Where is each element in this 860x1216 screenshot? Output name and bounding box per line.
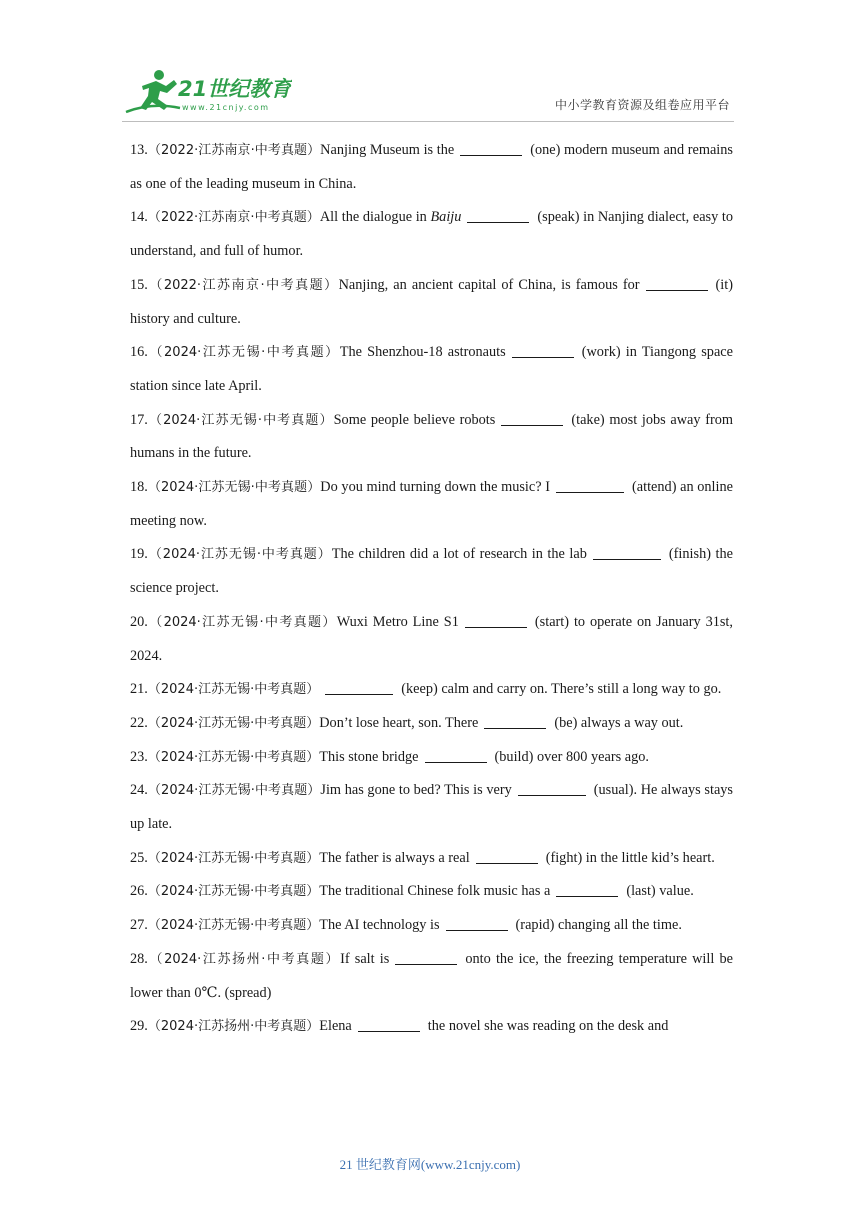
question-source: （2022·江苏南京·中考真题） <box>147 143 321 158</box>
question-item <box>130 707 733 741</box>
question-number: 19. <box>130 546 148 563</box>
question-source: （2024·江苏无锡·中考真题） <box>147 412 334 428</box>
question-item <box>130 741 733 775</box>
answer-blank[interactable] <box>460 141 522 156</box>
answer-blank[interactable] <box>476 849 538 864</box>
question-text-after: (build) over 800 years ago. <box>494 748 649 765</box>
answer-blank[interactable] <box>325 680 393 695</box>
question-text-after: (one) modern museum and remains as one of the leading museum in China. <box>130 142 733 192</box>
question-text-after: (work) in Tiangong space station since late April. <box>130 344 733 394</box>
answer-blank[interactable] <box>446 916 508 931</box>
question-text-after: onto the ice, the freezing temperature will be lower than 0℃. (spread) <box>130 950 734 1001</box>
question-item <box>130 774 733 841</box>
question-source: （2022·江苏南京·中考真题） <box>147 277 339 293</box>
question-text-before: The father is always a real <box>319 849 470 866</box>
question-source: （2024·江苏无锡·中考真题） <box>147 345 340 361</box>
question-source: （2022·江苏南京·中考真题） <box>147 210 320 226</box>
question-number: 15. <box>130 276 148 293</box>
question-text-after: (start) to operate on January 31st, 2024. <box>130 613 733 664</box>
answer-blank[interactable] <box>593 545 661 560</box>
question-text-before: Nanjing Museum is the <box>320 142 455 158</box>
question-source: （2024·江苏无锡·中考真题） <box>147 715 320 731</box>
question-text-after: the novel she was reading on the desk and <box>427 1018 669 1035</box>
question-source: （2024·江苏无锡·中考真题） <box>147 682 320 698</box>
question-item <box>130 875 733 909</box>
question-text-after: (keep) calm and carry on. There’s still a long way to go. <box>401 681 722 698</box>
question-number: 24. <box>130 782 148 799</box>
site-name: 中小学教育资源及组卷应用平台 <box>554 98 730 112</box>
question-item <box>130 269 733 336</box>
answer-blank[interactable] <box>484 714 546 729</box>
question-number: 22. <box>130 714 148 731</box>
question-number: 27. <box>130 917 148 934</box>
question-text-before: Do you mind turning down the music? I <box>320 479 550 496</box>
runner-logo-icon <box>122 66 292 116</box>
question-source: （2024·江苏扬州·中考真题） <box>147 951 341 967</box>
question-number: 16. <box>130 344 148 361</box>
question-text-after: (take) most jobs away from humans in the future. <box>130 411 733 462</box>
question-item <box>130 673 733 707</box>
question-number: 18. <box>130 479 148 496</box>
question-text-before: The traditional Chinese folk music has a <box>319 883 551 900</box>
question-number: 21. <box>130 681 148 698</box>
question-text-before: All the dialogue in <box>319 209 431 226</box>
answer-blank[interactable] <box>646 276 708 291</box>
question-item <box>130 606 733 673</box>
question-number: 20. <box>130 613 148 630</box>
question-text-before: The AI technology is <box>319 917 440 934</box>
question-item <box>130 404 733 471</box>
answer-blank[interactable] <box>465 613 527 628</box>
question-text-after: (be) always a way out. <box>554 714 684 731</box>
question-item <box>130 471 733 538</box>
question-item <box>130 336 733 403</box>
question-italic-term: Baiju <box>430 209 462 226</box>
question-number: 17. <box>130 411 148 428</box>
question-source: （2024·江苏无锡·中考真题） <box>147 850 320 866</box>
question-source: （2024·江苏无锡·中考真题） <box>147 918 320 934</box>
question-source: （2024·江苏无锡·中考真题） <box>147 480 321 496</box>
question-source: （2024·江苏扬州·中考真题） <box>147 1019 320 1035</box>
question-text-after: (rapid) changing all the time. <box>515 917 682 934</box>
header-divider <box>122 121 734 122</box>
question-text-after: (it) history and culture. <box>130 276 734 327</box>
question-text-after: (finish) the science project. <box>130 546 733 597</box>
question-text-before: This stone bridge <box>319 748 419 765</box>
question-text-after: (last) value. <box>626 883 694 900</box>
question-item <box>130 909 733 943</box>
question-text-before: The Shenzhou-18 astronauts <box>339 344 506 361</box>
question-source: （2024·江苏无锡·中考真题） <box>147 884 320 900</box>
answer-blank[interactable] <box>512 343 574 358</box>
svg-text:www.21cnjy.com: www.21cnjy.com <box>182 103 270 112</box>
question-number: 26. <box>130 883 148 900</box>
answer-blank[interactable] <box>467 208 529 223</box>
question-text-before: If salt is <box>340 950 390 967</box>
answer-blank[interactable] <box>395 950 457 965</box>
question-text-before: Elena <box>319 1018 352 1035</box>
question-text-before: Nanjing, an ancient capital of China, is famous for <box>338 276 640 293</box>
svg-text:21世纪教育: 21世纪教育 <box>178 77 292 101</box>
answer-blank[interactable] <box>358 1017 420 1032</box>
page-footer[interactable]: 21 世纪教育网(www.21cnjy.com) <box>339 1157 521 1172</box>
question-item <box>130 943 733 1010</box>
question-text-before: Wuxi Metro Line S1 <box>336 613 459 630</box>
answer-blank[interactable] <box>556 478 624 493</box>
page-header <box>0 0 860 125</box>
question-number: 25. <box>130 849 148 866</box>
question-list <box>130 134 733 1044</box>
answer-blank[interactable] <box>518 781 586 796</box>
site-logo[interactable] <box>122 66 292 116</box>
answer-blank[interactable] <box>556 882 618 897</box>
question-item <box>130 134 733 201</box>
question-item <box>130 201 733 268</box>
question-text-after: (attend) an online meeting now. <box>130 479 733 529</box>
question-number: 29. <box>130 1018 148 1035</box>
question-source: （2024·江苏无锡·中考真题） <box>147 614 337 630</box>
question-number: 28. <box>130 950 148 967</box>
question-source: （2024·江苏无锡·中考真题） <box>147 749 320 765</box>
question-text-before: Don’t lose heart, son. There <box>319 714 479 731</box>
question-number: 14. <box>130 209 148 226</box>
question-text-before: Some people believe robots <box>333 411 496 428</box>
question-number: 13. <box>130 142 148 158</box>
answer-blank[interactable] <box>501 411 563 426</box>
question-source: （2024·江苏无锡·中考真题） <box>147 783 321 799</box>
question-text-after: (usual). He always stays up late. <box>130 782 733 833</box>
question-item <box>130 538 733 605</box>
question-item <box>130 1010 733 1044</box>
question-item <box>130 842 733 876</box>
question-text-after: (fight) in the little kid’s heart. <box>545 849 715 866</box>
question-text-after: (speak) in Nanjing dialect, easy to understand, and full of humor. <box>130 209 733 260</box>
question-source: （2024·江苏无锡·中考真题） <box>147 547 332 563</box>
question-number: 23. <box>130 748 148 765</box>
question-text-before: Jim has gone to bed? This is very <box>320 782 512 799</box>
answer-blank[interactable] <box>425 748 487 763</box>
question-text-before: The children did a lot of research in the lab <box>331 546 587 563</box>
